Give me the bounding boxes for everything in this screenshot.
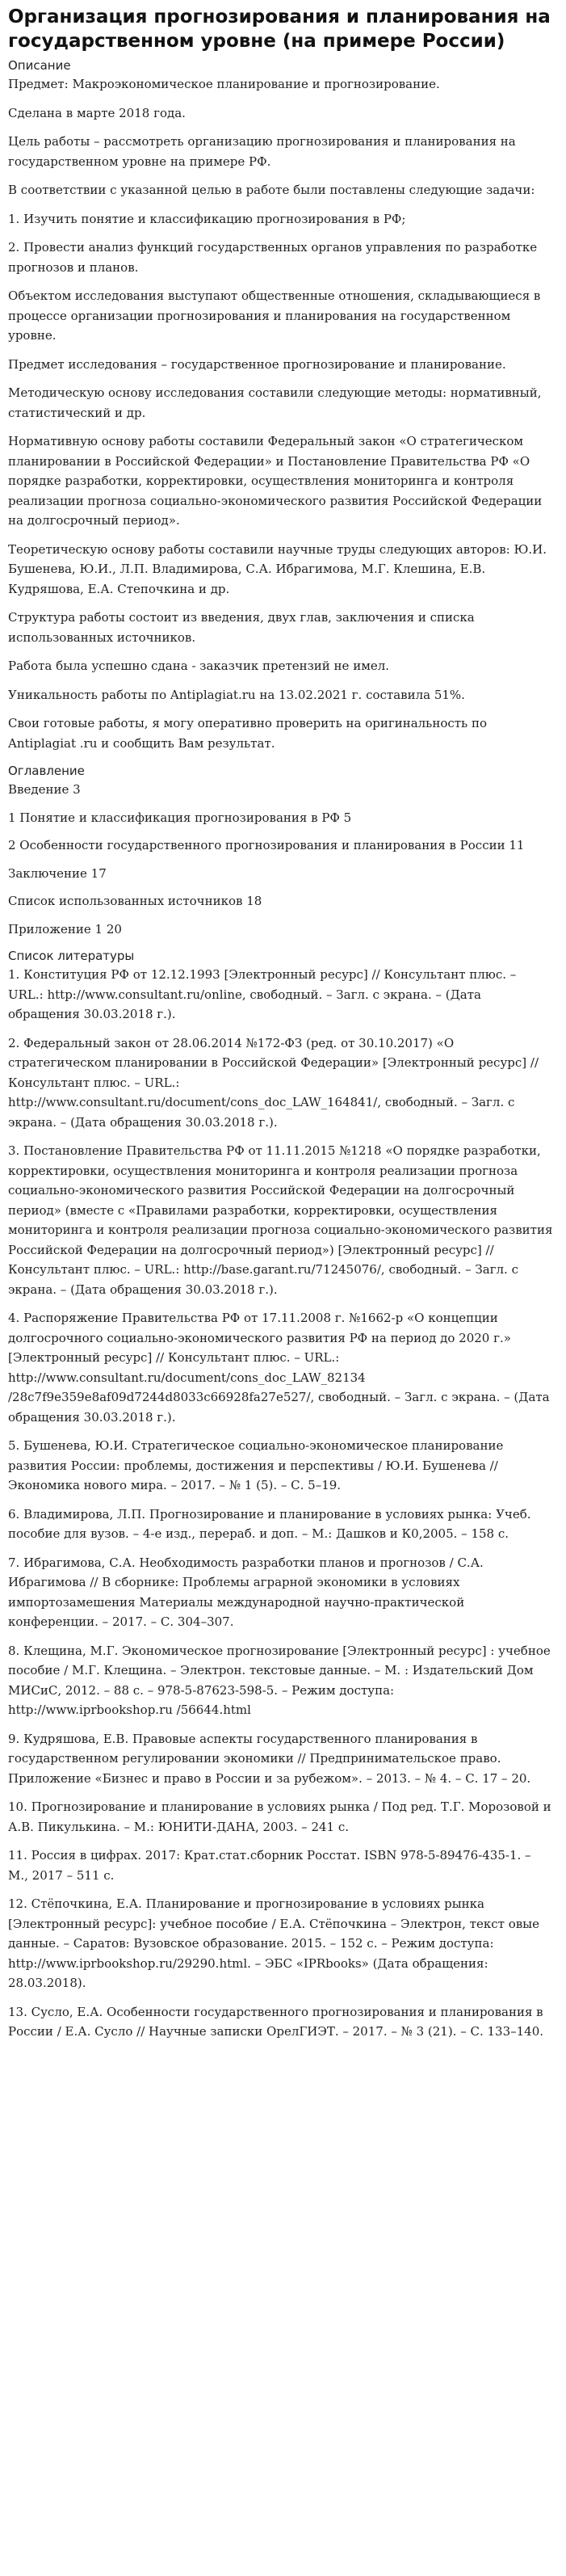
description-paragraph: 1. Изучить понятие и классификацию прогнозирования в РФ; — [8, 211, 406, 226]
description-paragraph: Теоретическую основу работы составили научные труды следующих авторов: Ю.И. Бушенева, Ю.И., Л.П. Владимирова, С.А. Ибрагимова, М.Г. Клешина, Е.В. Кудряшова, Е.А. Степочкина и др. — [8, 541, 547, 596]
toc-heading: Оглавление — [8, 764, 85, 778]
reference-item: 4. Распоряжение Правительства РФ от 17.11.2008 г. №1662-р «О концепции долгосрочного социально-экономического развития РФ на период до 2020 г.» [Электронный ресурс] // Консультант плюс. – URL.: http://www.consultant.ru/document/cons_doc_LAW_82134 /28c7f9e359e8af09d7244d8033c66928fa27e527/, свободный. – Загл. с экрана. – (Дата обращения 30.03.2018 г.). — [8, 1311, 550, 1425]
description-paragraph: Предмет: Макроэкономическое планирование и прогнозирование. — [8, 77, 440, 91]
reference-item: 3. Постановление Правительства РФ от 11.11.2015 №1218 «О порядке разработки, корректировки, осуществления мониторинга и контроля реализации прогноза социально-экономического развития Российской Федерации на долгосрочный период» (вместе с «Правилами разработки, корректировки, осуществления мониторинга и контроля реализации прогноза социально-экономического развития Российской Федерации на долгосрочный период») [Электронный ресурс] // Консультант плюс. – URL.: http://base.garant.ru/71245076/, свободный. – Загл. с экрана. – (Дата обращения 30.03.2018 г.). — [8, 1143, 553, 1297]
description-paragraph: Сделана в марте 2018 года. — [8, 105, 186, 120]
reference-item: 12. Стёпочкина, Е.А. Планирование и прогнозирование в условиях рынка [Электронный ресурс]: учебное пособие / Е.А. Стёпочкина – Электрон, текст овые данные. – Саратов: Вузовское образование. 2015. – 152 с. – Режим доступа: http://www.iprbookshop.ru/29290.html. – ЭБС «IPRbooks» (Дата обращения: 28.03.2018). — [8, 1896, 539, 1990]
reference-item: 6. Владимирова, Л.П. Прогнозирование и планирование в условиях рынка: Учеб. пособие для вузов. – 4-е изд., перераб. и доп. – М.: Дашков и К0,2005. – 158 с. — [8, 1506, 531, 1541]
toc-item: Введение 3 — [8, 782, 81, 797]
description-paragraph: Объектом исследования выступают общественные отношения, складывающиеся в процессе организации прогнозирования и планирования на государственном уровне. — [8, 288, 541, 343]
description-paragraph: Свои готовые работы, я могу оперативно проверить на оригинальность по Antiplagiat .ru и сообщить Вам результат. — [8, 716, 488, 751]
toc-item: Заключение 17 — [8, 865, 107, 881]
page-title: Организация прогнозирования и планирования на государственном уровне (на примере России) — [8, 6, 551, 52]
toc-item: Список использованных источников 18 — [8, 894, 262, 908]
description-paragraph: Предмет исследования – государственное прогнозирование и планирование. — [8, 356, 506, 372]
reference-item: 11. Россия в цифрах. 2017: Крат.стат.сборник Росстат. ISBN 978-5-89476-435-1. – М., 2017 – 511 с. — [8, 1848, 531, 1883]
description-paragraph: Цель работы – рассмотреть организацию прогнозирования и планирования на государственном уровне на примере РФ. — [8, 134, 516, 169]
description-section — [8, 74, 555, 753]
description-paragraph: Методическую основу исследования составили следующие методы: нормативный, статистический и др. — [8, 385, 542, 420]
toc-item: 2 Особенности государственного прогнозирования и планирования в России 11 — [8, 838, 525, 852]
description-paragraph: Нормативную основу работы составили Федеральный закон «О стратегическом планировании в Российской Федерации» и Постановление Правительства РФ «О порядке разработки, корректировки, осуществления мониторинга и контроля реализации прогноза социально-экономического развития Российской Федерации на долгосрочный период». — [8, 434, 543, 528]
reference-item: 1. Конституция РФ от 12.12.1993 [Электронный ресурс] // Консультант плюс. – URL.: http://www.consultant.ru/online, свободный. – Загл. с экрана. – (Дата обращения 30.03.2018 г.). — [8, 967, 517, 1021]
reference-item: 9. Кудряшова, Е.В. Правовые аспекты государственного планирования в государственном регулировании экономики // Предпринимательское право. Приложение «Бизнес и право в России и за рубежом». – 2013. – № 4. – С. 17 – 20. — [8, 1731, 531, 1786]
reference-item: 10. Прогнозирование и планирование в условиях рынка / Под ред. Т.Г. Морозовой и А.В. Пикулькина. – М.: ЮНИТИ-ДАНА, 2003. – 241 с. — [8, 1799, 551, 1834]
reference-item: 13. Сусло, Е.А. Особенности государственного прогнозирования и планирования в России / Е.А. Сусло // Научные записки ОрелГИЭТ. – 2017. – № 3 (21). – С. 133–140. — [8, 2004, 544, 2039]
description-paragraph: Структура работы состоит из введения, двух глав, заключения и списка использованных источников. — [8, 610, 475, 645]
reference-item: 8. Клещина, М.Г. Экономическое прогнозирование [Электронный ресурс] : учебное пособие / М.Г. Клещина. – Электрон. текстовые данные. – М. : Издательский Дом МИСиС, 2012. – 88 c. – 978-5-87623-598-5. – Режим доступа: http://www.iprbookshop.ru /56644.html — [8, 1643, 551, 1717]
toc-item: 1 Понятие и классификация прогнозирования в РФ 5 — [8, 810, 352, 825]
reference-item: 5. Бушенева, Ю.И. Стратегическое социально-экономическое планирование развития России: проблемы, достижения и перспективы / Ю.И. Бушенева // Экономика нового мира. – 2017. – № 1 (5). – С. 5–19. — [8, 1438, 504, 1492]
references-section — [8, 965, 555, 2042]
description-paragraph: Работа была успешно сдана - заказчик претензий не имел. — [8, 659, 390, 673]
description-heading: Описание — [8, 58, 71, 73]
description-paragraph: Уникальность работы по Antiplagiat.ru на 13.02.2021 г. составила 51%. — [8, 687, 465, 702]
toc-section — [8, 780, 555, 939]
description-paragraph: 2. Провести анализ функций государственных органов управления по разработке прогнозов и планов. — [8, 240, 538, 275]
description-paragraph: В соответствии с указанной целью в работе были поставлены следующие задачи: — [8, 183, 535, 197]
reference-item: 7. Ибрагимова, С.А. Необходимость разработки планов и прогнозов / С.А. Ибрагимова // В сборнике: Проблемы аграрной экономики в условиях импортозамешения Материалы международной научно-практической конференции. – 2017. – С. 304–307. — [8, 1555, 484, 1629]
reference-item: 2. Федеральный закон от 28.06.2014 №172-ФЗ (ред. от 30.10.2017) «О стратегическом планировании в Российской Федерации» [Электронный ресурс] // Консультант плюс. – URL.: http://www.consultant.ru/document/cons_doc_LAW_164841/, свободный. – Загл. с экрана. – (Дата обращения 30.03.2018 г.). — [8, 1035, 539, 1130]
references-heading: Список литературы — [8, 949, 135, 963]
toc-item: Приложение 1 20 — [8, 921, 122, 937]
